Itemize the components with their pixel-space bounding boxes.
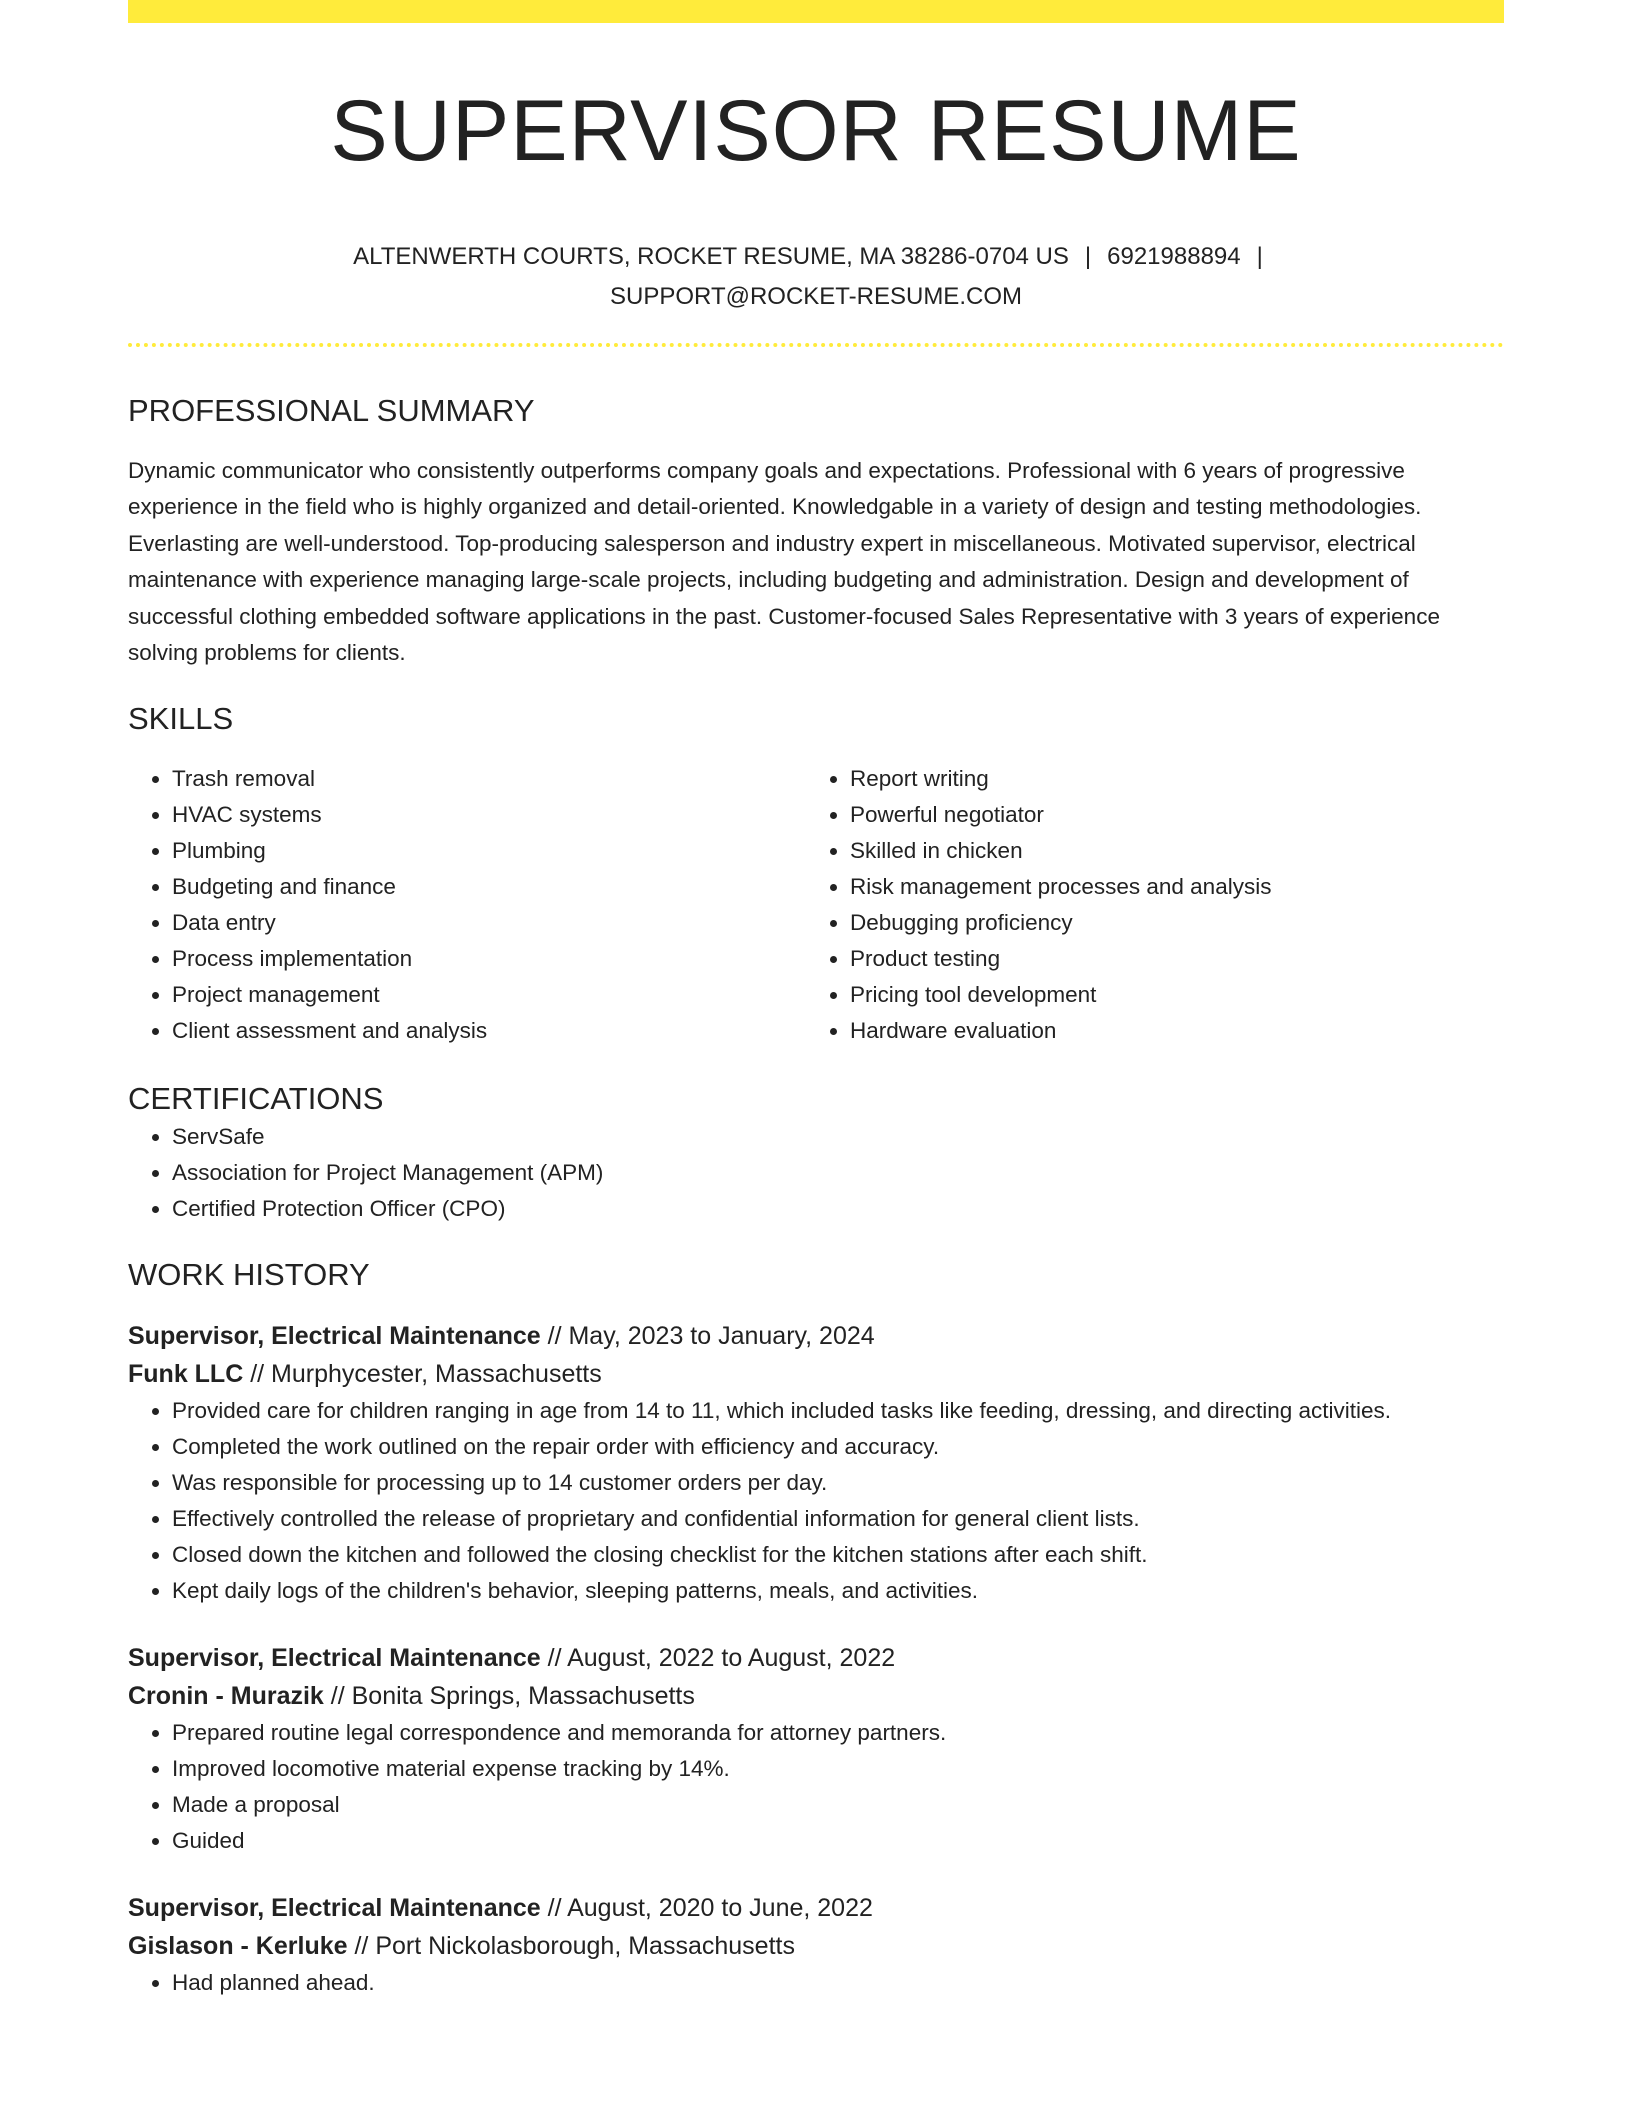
skill-item: • HVAC systems (172, 797, 806, 833)
skills-column-right (806, 761, 1484, 1049)
job-role-line (128, 1317, 1504, 1355)
job-entry (128, 1317, 1504, 1609)
skill-item: • Product testing (850, 941, 1484, 977)
contact-address: ALTENWERTH COURTS, ROCKET RESUME, MA 38286-0704 US (353, 243, 1069, 270)
skill-item: • Project management (172, 977, 806, 1013)
certification-item: • Certified Protection Officer (CPO) (172, 1191, 1504, 1227)
job-role: Supervisor, Electrical Maintenance (128, 1644, 541, 1673)
job-company-line (128, 1677, 1504, 1715)
job-bullet: • Effectively controlled the release of proprietary and confidential information for general client lists. (172, 1501, 1504, 1537)
summary-heading: PROFESSIONAL SUMMARY (128, 393, 535, 428)
job-dates: // August, 2022 to August, 2022 (547, 1644, 896, 1673)
summary-text: Dynamic communicator who consistently outperforms company goals and expectations. Professional with 6 years of progressive experience in the field who is highly organized and detail-oriented. Knowledgable in a variety of design and testing methodologies. Everlasting are well-understood. Top-producing salesperson and industry expert in miscellaneous. Motivated supervisor, electrical maintenance with experience managing large-scale projects, including budgeting and administration. Design and development of successful clothing embedded software applications in the past. Customer-focused Sales Representative with 3 years of experience solving problems for clients. (128, 458, 1440, 666)
skill-item: • Debugging proficiency (850, 905, 1484, 941)
contact-phone: 6921988894 (1107, 243, 1241, 270)
skill-item: • Skilled in chicken (850, 833, 1484, 869)
job-entry (128, 1889, 1504, 2001)
job-bullet: • Improved locomotive material expense tracking by 14%. (172, 1751, 1504, 1787)
job-role: Supervisor, Electrical Maintenance (128, 1894, 541, 1923)
certification-item: • Association for Project Management (APM) (172, 1155, 1504, 1191)
job-company: Gislason - Kerluke (128, 1932, 348, 1961)
job-bullet: • Was responsible for processing up to 14 customer orders per day. (172, 1465, 1504, 1501)
job-role: Supervisor, Electrical Maintenance (128, 1322, 541, 1351)
job-bullet: • Completed the work outlined on the repair order with efficiency and accuracy. (172, 1429, 1504, 1465)
skills-column-left (128, 761, 806, 1049)
contact-separator: | (1256, 243, 1263, 270)
skill-item: • Plumbing (172, 833, 806, 869)
certifications-list (128, 1119, 1504, 1227)
skills-heading: SKILLS (128, 701, 234, 737)
job-bullet: • Prepared routine legal correspondence and memoranda for attorney partners. (172, 1715, 1504, 1751)
skill-item: • Powerful negotiator (850, 797, 1484, 833)
job-role-line (128, 1639, 1504, 1677)
dotted-divider (128, 343, 1504, 347)
job-bullets (128, 1393, 1504, 1609)
resume-page (128, 0, 1504, 2001)
job-company-line (128, 1927, 1504, 1965)
contact-separator: | (1084, 243, 1092, 270)
job-location: // Murphycester, Massachusetts (250, 1360, 602, 1389)
contact-email: SUPPORT@ROCKET-RESUME.COM (610, 283, 1022, 310)
job-bullets (128, 1965, 1504, 2001)
job-bullet: • Provided care for children ranging in age from 14 to 11, which included tasks like feeding, dressing, and directing activities. (172, 1393, 1504, 1429)
job-location: // Bonita Springs, Massachusetts (330, 1682, 695, 1711)
job-entry (128, 1639, 1504, 1859)
skill-item: • Data entry (172, 905, 806, 941)
job-company-line (128, 1355, 1504, 1393)
resume-title: SUPERVISOR RESUME (330, 83, 1302, 179)
skills-columns (128, 761, 1504, 1049)
skill-item: • Trash removal (172, 761, 806, 797)
certification-item: • ServSafe (172, 1119, 1504, 1155)
skills-list-right (806, 761, 1484, 1049)
work-history-heading: WORK HISTORY (128, 1257, 370, 1293)
job-bullet: • Made a proposal (172, 1787, 1504, 1823)
skills-list-left (128, 761, 806, 1049)
job-bullet: • Guided (172, 1823, 1504, 1859)
job-dates: // May, 2023 to January, 2024 (547, 1322, 875, 1351)
certifications-heading: CERTIFICATIONS (128, 1081, 384, 1117)
job-dates: // August, 2020 to June, 2022 (547, 1894, 873, 1923)
job-bullet: • Kept daily logs of the children's behavior, sleeping patterns, meals, and activities. (172, 1573, 1504, 1609)
skill-item: • Risk management processes and analysis (850, 869, 1484, 905)
contact-info (296, 237, 1336, 317)
job-company: Cronin - Murazik (128, 1682, 324, 1711)
skill-item: • Client assessment and analysis (172, 1013, 806, 1049)
skill-item: • Budgeting and finance (172, 869, 806, 905)
job-bullet: • Closed down the kitchen and followed the closing checklist for the kitchen stations after each shift. (172, 1537, 1504, 1573)
skill-item: • Process implementation (172, 941, 806, 977)
job-company: Funk LLC (128, 1360, 244, 1389)
skill-item: • Report writing (850, 761, 1484, 797)
top-accent-bar (128, 0, 1504, 23)
skill-item: • Hardware evaluation (850, 1013, 1484, 1049)
skill-item: • Pricing tool development (850, 977, 1484, 1013)
job-bullet: • Had planned ahead. (172, 1965, 1504, 2001)
job-role-line (128, 1889, 1504, 1927)
job-bullets (128, 1715, 1504, 1859)
job-location: // Port Nickolasborough, Massachusetts (354, 1932, 795, 1961)
